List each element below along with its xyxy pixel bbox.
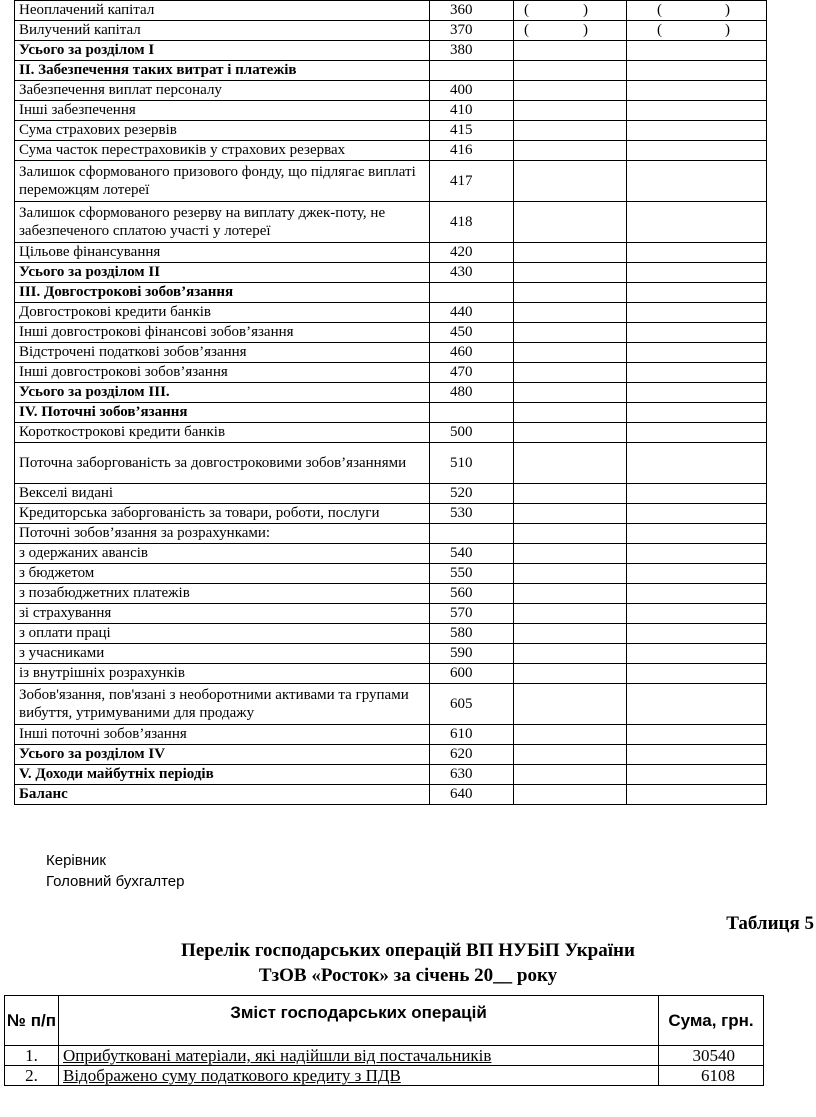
balance-row-label: Забезпечення виплат персоналу — [15, 81, 430, 101]
balance-row — [15, 745, 767, 765]
balance-row — [15, 785, 767, 805]
balance-row-start-value — [514, 785, 627, 805]
balance-row-code: 450 — [430, 323, 514, 343]
balance-row-end-value — [627, 684, 767, 725]
balance-row — [15, 343, 767, 363]
balance-row-code — [430, 61, 514, 81]
balance-row-end-value — [627, 765, 767, 785]
balance-row-end-value — [627, 644, 767, 664]
balance-row — [15, 524, 767, 544]
balance-row — [15, 1, 767, 21]
balance-row-label: Зобов'язання, пов'язані з необоротними активами та групами вибуття, утримуваними для продажу — [15, 684, 430, 725]
balance-row-start-value — [514, 644, 627, 664]
balance-row-end-value — [627, 443, 767, 484]
ops-header-num: № п/п — [5, 996, 59, 1046]
balance-row-start-value — [514, 323, 627, 343]
balance-row-start-value — [514, 664, 627, 684]
balance-row-start-value — [514, 21, 627, 41]
balance-row-label: Короткострокові кредити банків — [15, 423, 430, 443]
balance-row-code — [430, 524, 514, 544]
balance-row-end-value — [627, 604, 767, 624]
balance-row-label: Інші забезпечення — [15, 101, 430, 121]
balance-row-end-value — [627, 524, 767, 544]
balance-row-start-value — [514, 624, 627, 644]
ops-row-sum: 6108 — [659, 1066, 764, 1086]
balance-row-label: з бюджетом — [15, 564, 430, 584]
balance-row-label: Векселі видані — [15, 484, 430, 504]
paren-open: ( — [657, 2, 662, 18]
balance-row-end-value — [627, 423, 767, 443]
balance-row-end-value — [627, 664, 767, 684]
balance-row-end-value — [627, 202, 767, 243]
balance-row-code: 420 — [430, 243, 514, 263]
balance-row — [15, 81, 767, 101]
balance-row-start-value — [514, 504, 627, 524]
balance-row-label: з учасниками — [15, 644, 430, 664]
balance-row — [15, 484, 767, 504]
balance-row — [15, 303, 767, 323]
balance-row-start-value — [514, 423, 627, 443]
balance-row-code: 540 — [430, 544, 514, 564]
balance-row — [15, 443, 767, 484]
balance-row — [15, 423, 767, 443]
balance-row-start-value — [514, 443, 627, 484]
balance-row-label: III. Довгострокові зобов’язання — [15, 283, 430, 303]
balance-row — [15, 121, 767, 141]
balance-row-end-value — [627, 81, 767, 101]
balance-row-label: Сума часток перестраховиків у страхових резервах — [15, 141, 430, 161]
balance-row-end-value — [627, 161, 767, 202]
balance-row-end-value — [627, 584, 767, 604]
balance-row — [15, 243, 767, 263]
ops-header-content: Зміст господарських операцій — [59, 996, 659, 1046]
balance-row-code: 416 — [430, 141, 514, 161]
paren-close: ) — [583, 2, 588, 18]
balance-row-label: Інші поточні зобов’язання — [15, 725, 430, 745]
balance-row — [15, 61, 767, 81]
balance-row-end-value — [627, 564, 767, 584]
paren-open: ( — [524, 2, 529, 18]
balance-row-label: Кредиторська заборгованість за товари, роботи, послуги — [15, 504, 430, 524]
balance-row-label: Усього за розділом IV — [15, 745, 430, 765]
table-number: Таблиця 5 — [726, 913, 814, 934]
balance-row-code: 415 — [430, 121, 514, 141]
balance-row-end-value — [627, 504, 767, 524]
balance-row-code: 590 — [430, 644, 514, 664]
balance-row — [15, 765, 767, 785]
balance-row-code: 400 — [430, 81, 514, 101]
balance-row-code: 640 — [430, 785, 514, 805]
balance-row — [15, 684, 767, 725]
balance-row — [15, 323, 767, 343]
balance-row-label: Усього за розділом I — [15, 41, 430, 61]
balance-row-start-value — [514, 403, 627, 423]
balance-row — [15, 263, 767, 283]
balance-row-start-value — [514, 41, 627, 61]
balance-row-start-value — [514, 81, 627, 101]
balance-row-label: Залишок сформованого призового фонду, що підлягає виплаті переможцям лотереї — [15, 161, 430, 202]
balance-row — [15, 21, 767, 41]
balance-row — [15, 383, 767, 403]
balance-row — [15, 504, 767, 524]
balance-row — [15, 161, 767, 202]
balance-row-code: 380 — [430, 41, 514, 61]
balance-row — [15, 644, 767, 664]
balance-row-label: з оплати праці — [15, 624, 430, 644]
balance-row-start-value — [514, 61, 627, 81]
balance-row-label: Баланс — [15, 785, 430, 805]
balance-row-start-value — [514, 263, 627, 283]
ops-row-sum: 30540 — [659, 1046, 764, 1066]
balance-row-label: Інші довгострокові фінансові зобов’язання — [15, 323, 430, 343]
balance-row-end-value — [627, 363, 767, 383]
balance-row-end-value — [627, 383, 767, 403]
balance-row-start-value — [514, 101, 627, 121]
balance-row-label: Цільове фінансування — [15, 243, 430, 263]
balance-row-start-value — [514, 765, 627, 785]
balance-row-start-value — [514, 725, 627, 745]
balance-row-code: 550 — [430, 564, 514, 584]
balance-row — [15, 584, 767, 604]
balance-row-code: 417 — [430, 161, 514, 202]
paren-close: ) — [725, 2, 730, 18]
balance-row-code: 605 — [430, 684, 514, 725]
balance-row-end-value — [627, 323, 767, 343]
balance-row — [15, 363, 767, 383]
paren-close: ) — [725, 22, 730, 38]
balance-row-label: Інші довгострокові зобов’язання — [15, 363, 430, 383]
signature-head-label: Керівник — [46, 852, 106, 869]
balance-row — [15, 624, 767, 644]
document-title: Перелік господарських операцій ВП НУБіП України — [181, 940, 635, 961]
balance-row-start-value — [514, 383, 627, 403]
balance-row — [15, 283, 767, 303]
balance-row-code: 500 — [430, 423, 514, 443]
balance-row-code: 470 — [430, 363, 514, 383]
balance-row-label: з позабюджетних платежів — [15, 584, 430, 604]
balance-row-code — [430, 403, 514, 423]
balance-row-start-value — [514, 684, 627, 725]
balance-row-label: Усього за розділом II — [15, 263, 430, 283]
balance-row-end-value — [627, 21, 767, 41]
balance-row-code — [430, 283, 514, 303]
balance-row-label: IV. Поточні зобов’язання — [15, 403, 430, 423]
balance-row-code: 430 — [430, 263, 514, 283]
balance-row-label: Поточні зобов’язання за розрахунками: — [15, 524, 430, 544]
balance-row-end-value — [627, 403, 767, 423]
balance-row-code: 370 — [430, 21, 514, 41]
paren-open: ( — [657, 22, 662, 38]
balance-row-label: V. Доходи майбутніх періодів — [15, 765, 430, 785]
ops-row-text: Оприбутковані матеріали, які надійшли від постачальників — [59, 1046, 659, 1066]
balance-row-start-value — [514, 343, 627, 363]
balance-row-label: II. Забезпечення таких витрат і платежів — [15, 61, 430, 81]
balance-row-code: 530 — [430, 504, 514, 524]
balance-row-code: 480 — [430, 383, 514, 403]
balance-row-code: 360 — [430, 1, 514, 21]
balance-row-end-value — [627, 101, 767, 121]
operations-table — [4, 995, 764, 1086]
balance-row-label: Сума страхових резервів — [15, 121, 430, 141]
balance-row-end-value — [627, 725, 767, 745]
balance-row-start-value — [514, 243, 627, 263]
balance-row-end-value — [627, 343, 767, 363]
ops-row-num: 1. — [5, 1046, 59, 1066]
balance-row-start-value — [514, 303, 627, 323]
balance-row-start-value — [514, 604, 627, 624]
balance-row-label: Усього за розділом III. — [15, 383, 430, 403]
balance-row-start-value — [514, 161, 627, 202]
balance-row-code: 610 — [430, 725, 514, 745]
balance-row-start-value — [514, 564, 627, 584]
ops-row-num: 2. — [5, 1066, 59, 1086]
balance-row — [15, 41, 767, 61]
balance-row-end-value — [627, 303, 767, 323]
ops-row — [5, 1066, 764, 1086]
balance-row-end-value — [627, 544, 767, 564]
balance-row-label: Відстрочені податкові зобов’язання — [15, 343, 430, 363]
balance-row-end-value — [627, 624, 767, 644]
document-subtitle: ТзОВ «Росток» за січень 20__ року — [258, 965, 558, 986]
balance-row-label: Неоплачений капітал — [15, 1, 430, 21]
balance-row-code: 440 — [430, 303, 514, 323]
paren-open: ( — [524, 22, 529, 38]
balance-row — [15, 564, 767, 584]
balance-row — [15, 725, 767, 745]
balance-row-code: 630 — [430, 765, 514, 785]
balance-row-code: 410 — [430, 101, 514, 121]
balance-row-end-value — [627, 243, 767, 263]
balance-row-end-value — [627, 785, 767, 805]
balance-row-start-value — [514, 1, 627, 21]
balance-row-label: Залишок сформованого резерву на виплату джек-поту, не забезпеченого сплатою участі у лотереї — [15, 202, 430, 243]
balance-row-start-value — [514, 363, 627, 383]
balance-row-start-value — [514, 484, 627, 504]
balance-row-start-value — [514, 584, 627, 604]
balance-row — [15, 141, 767, 161]
balance-row-start-value — [514, 121, 627, 141]
balance-row-label: Довгострокові кредити банків — [15, 303, 430, 323]
balance-row-start-value — [514, 524, 627, 544]
balance-row-start-value — [514, 283, 627, 303]
ops-row-text: Відображено суму податкового кредиту з ПДВ — [59, 1066, 659, 1086]
balance-row-end-value — [627, 141, 767, 161]
balance-row-label: із внутрішніх розрахунків — [15, 664, 430, 684]
balance-row-code: 570 — [430, 604, 514, 624]
paren-close: ) — [583, 22, 588, 38]
balance-row-end-value — [627, 121, 767, 141]
balance-row-label: зі страхування — [15, 604, 430, 624]
balance-row-code: 460 — [430, 343, 514, 363]
balance-row-start-value — [514, 202, 627, 243]
balance-row-code: 560 — [430, 584, 514, 604]
balance-row-label: Поточна заборгованість за довгостроковими зобов’язаннями — [15, 443, 430, 484]
balance-row — [15, 544, 767, 564]
balance-row-start-value — [514, 745, 627, 765]
balance-row-end-value — [627, 745, 767, 765]
balance-row — [15, 403, 767, 423]
ops-header-sum: Сума, грн. — [659, 996, 764, 1046]
balance-row-end-value — [627, 484, 767, 504]
balance-row-code: 520 — [430, 484, 514, 504]
balance-row-end-value — [627, 283, 767, 303]
balance-row-code: 600 — [430, 664, 514, 684]
balance-row-end-value — [627, 61, 767, 81]
balance-row-start-value — [514, 544, 627, 564]
balance-row — [15, 202, 767, 243]
balance-row-code: 418 — [430, 202, 514, 243]
balance-row — [15, 101, 767, 121]
balance-row — [15, 664, 767, 684]
balance-row — [15, 604, 767, 624]
balance-row-label: Вилучений капітал — [15, 21, 430, 41]
signature-accountant-label: Головний бухгалтер — [46, 873, 185, 890]
ops-row — [5, 1046, 764, 1066]
balance-row-end-value — [627, 1, 767, 21]
balance-liabilities-table — [14, 0, 767, 805]
balance-row-code: 580 — [430, 624, 514, 644]
balance-row-start-value — [514, 141, 627, 161]
balance-row-code: 620 — [430, 745, 514, 765]
balance-row-end-value — [627, 41, 767, 61]
balance-row-end-value — [627, 263, 767, 283]
balance-row-code: 510 — [430, 443, 514, 484]
balance-row-label: з одержаних авансів — [15, 544, 430, 564]
